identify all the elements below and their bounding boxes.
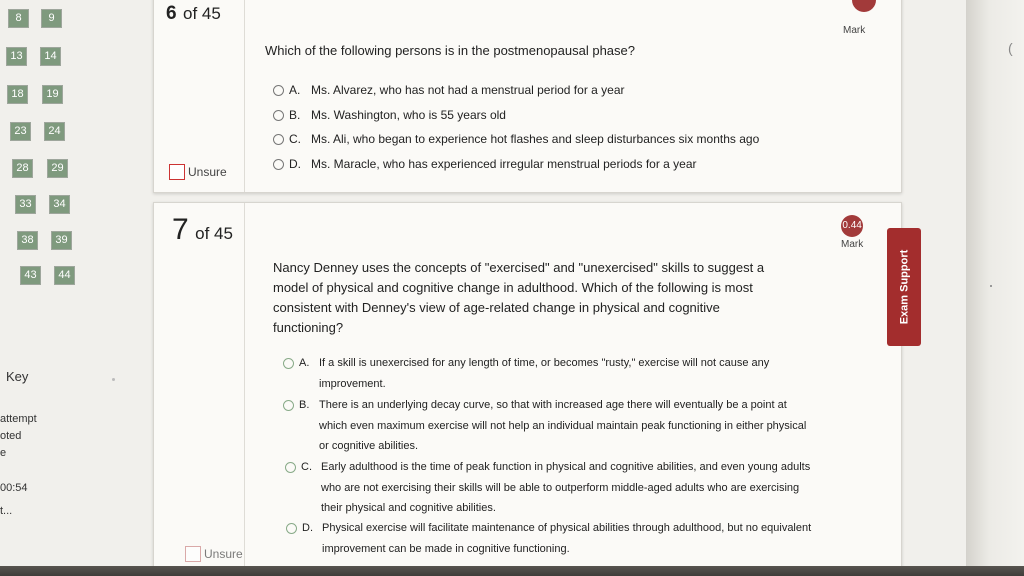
key-heading: Key [6, 369, 29, 384]
bezel-dot [990, 285, 992, 287]
answer-option-b[interactable] [283, 395, 806, 457]
radio-button[interactable] [285, 462, 296, 473]
question-number-value: 7 [172, 213, 189, 246]
answer-option-b[interactable] [273, 105, 506, 125]
key-line: t... [0, 505, 13, 517]
monitor-bezel-bottom [0, 566, 1024, 576]
nav-question-button[interactable]: 43 [20, 266, 41, 285]
mark-label: Mark [841, 239, 864, 250]
question-card-6 [153, 0, 902, 193]
answer-option-c[interactable] [273, 129, 759, 149]
radio-button[interactable] [273, 134, 284, 145]
nav-question-button[interactable]: 29 [47, 159, 68, 178]
monitor-bezel [966, 0, 1024, 576]
question-line: functioning? [273, 320, 344, 335]
option-letter: B. [299, 399, 310, 411]
key-timer: 00:54 [0, 482, 28, 494]
exam-support-label: Exam Support [898, 249, 911, 325]
option-line: If a skill is unexercised for any length of time, or becomes "rusty," exercise will not cause any [319, 357, 770, 369]
question-line: model of physical and cognitive change in adulthood. Which of the following is most [273, 280, 753, 295]
radio-button[interactable] [283, 400, 294, 411]
question-text [273, 258, 764, 338]
mark-button[interactable] [843, 25, 865, 36]
nav-question-button[interactable]: 8 [8, 9, 29, 28]
option-text: Ms. Ali, who began to experience hot flashes and sleep disturbances six months ago [311, 132, 760, 146]
question-total: of 45 [183, 4, 221, 23]
key-attempted-label: attempt [0, 413, 37, 425]
card-divider [244, 0, 245, 192]
checkbox-box[interactable] [169, 164, 185, 180]
nav-question-button[interactable]: 14 [40, 47, 61, 66]
question-total: of 45 [195, 224, 233, 243]
checkbox-box[interactable] [185, 546, 201, 562]
nav-question-button[interactable]: 28 [12, 159, 33, 178]
option-letter: C. [301, 461, 312, 473]
answer-option-a[interactable] [283, 353, 769, 394]
nav-question-button[interactable]: 39 [51, 231, 72, 250]
option-line: improvement. [319, 377, 386, 390]
nav-question-button[interactable]: 34 [49, 195, 70, 214]
nav-question-button[interactable]: 44 [54, 266, 75, 285]
divider-dot [112, 378, 115, 381]
option-text: Ms. Washington, who is 55 years old [311, 108, 506, 122]
exam-support-button[interactable] [887, 228, 921, 346]
option-line: who are not exercising their skills will be able to outperform middle-aged adults who are exercising [321, 481, 800, 494]
option-line: Physical exercise will facilitate maintenance of physical abilities through adulthood, but no equivalent [322, 522, 812, 534]
answer-option-d[interactable] [273, 154, 697, 174]
question-number [164, 3, 221, 25]
answer-option-c[interactable] [285, 457, 810, 519]
nav-question-button[interactable]: 38 [17, 231, 38, 250]
answer-option-d[interactable] [286, 518, 811, 559]
nav-question-button[interactable]: 18 [7, 85, 28, 104]
radio-button[interactable] [286, 523, 297, 534]
option-text [319, 395, 806, 457]
nav-question-button[interactable]: 33 [15, 195, 36, 214]
option-line: Early adulthood is the time of peak function in physical and cognitive abilities, and even young adults [321, 461, 811, 473]
nav-question-button[interactable]: 24 [44, 122, 65, 141]
answer-option-a[interactable] [273, 80, 625, 100]
bezel-mark: ( [1008, 40, 1013, 56]
radio-button[interactable] [273, 110, 284, 121]
option-text: Ms. Maracle, who has experienced irregular menstrual periods for a year [311, 157, 697, 171]
mark-flag-icon[interactable] [852, 0, 878, 12]
mark-label: Mark [843, 25, 866, 36]
question-number [172, 213, 233, 247]
question-card-7 [153, 202, 902, 568]
option-line: improvement can be made in cognitive functioning. [322, 542, 570, 555]
card-divider [244, 203, 245, 568]
unsure-label: Unsure [204, 547, 243, 561]
unsure-checkbox[interactable] [169, 164, 227, 180]
option-letter: A. [289, 83, 301, 97]
radio-button[interactable] [283, 358, 294, 369]
option-text [319, 353, 769, 394]
unsure-label: Unsure [188, 165, 227, 179]
mark-badge: 0.44 [841, 215, 863, 237]
unsure-checkbox[interactable] [185, 546, 243, 562]
radio-button[interactable] [273, 85, 284, 96]
question-line: Nancy Denney uses the concepts of "exercised" and "unexercised" skills to suggest a [273, 260, 765, 275]
option-letter: D. [289, 157, 301, 171]
question-number-value: 6 [166, 3, 177, 24]
key-line: oted [0, 430, 22, 442]
option-letter: D. [302, 522, 313, 534]
key-line: e [0, 447, 7, 459]
option-text: Ms. Alvarez, who has not had a menstrual period for a year [311, 83, 625, 97]
nav-question-button[interactable]: 13 [6, 47, 27, 66]
option-letter: A. [299, 357, 310, 369]
radio-button[interactable] [273, 159, 284, 170]
option-text [322, 518, 811, 559]
nav-question-button[interactable]: 23 [10, 122, 31, 141]
option-line: which even maximum exercise will not help an individual maintain peak functioning in either physical [319, 419, 807, 432]
option-letter: B. [289, 108, 301, 122]
nav-question-button[interactable]: 9 [41, 9, 62, 28]
question-text: Which of the following persons is in the postmenopausal phase? [265, 43, 635, 58]
option-line: There is an underlying decay curve, so that with increased age there will eventually be a point at [319, 399, 787, 411]
nav-question-button[interactable]: 19 [42, 85, 63, 104]
question-line: consistent with Denney's view of age-related change in physical and cognitive [273, 300, 720, 315]
option-letter: C. [289, 132, 301, 146]
mark-button[interactable] [841, 215, 863, 250]
option-line: their physical and cognitive abilities. [321, 502, 496, 514]
option-text [321, 457, 810, 519]
option-line: or cognitive abilities. [319, 440, 419, 452]
